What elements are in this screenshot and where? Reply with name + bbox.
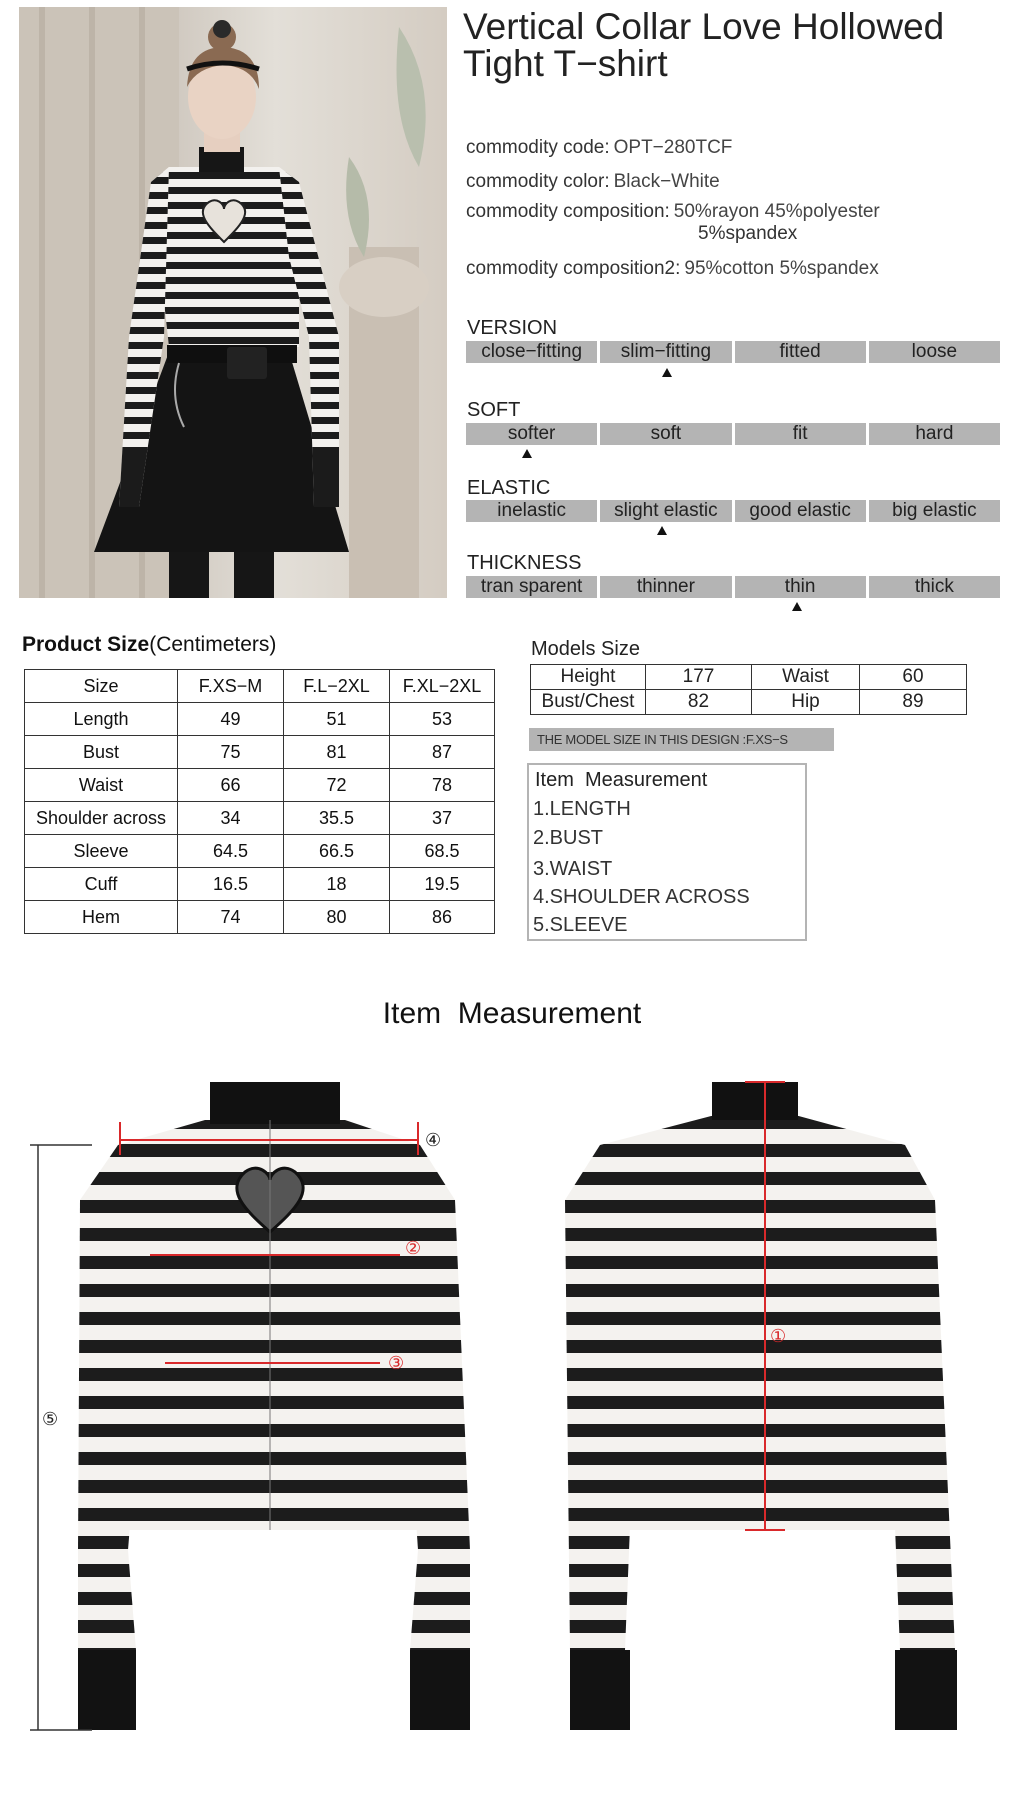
table-cell: 74 (178, 901, 284, 934)
table-cell: Height (531, 665, 646, 690)
table-cell: 51 (284, 703, 390, 736)
table-cell: 37 (390, 802, 495, 835)
commodity-composition2 (466, 258, 879, 280)
commodity-composition2-value: 95%cotton 5%spandex (684, 258, 879, 279)
elastic-marker-icon (657, 526, 667, 535)
model-size-note: THE MODEL SIZE IN THIS DESIGN :F.XS−S (529, 728, 834, 751)
list-item: 5.SLEEVE (533, 914, 628, 936)
table-cell: 177 (646, 665, 752, 690)
commodity-composition-value: 50%rayon 45%polyester (673, 201, 880, 222)
table-cell: 19.5 (390, 868, 495, 901)
commodity-composition2-label: commodity composition2: (466, 258, 681, 279)
thickness-option: thick (869, 576, 1000, 598)
commodity-code-label: commodity code: (466, 137, 610, 158)
soft-option: soft (600, 423, 731, 445)
table-header-cell: F.XL−2XL (390, 670, 495, 703)
version-option: loose (869, 341, 1000, 363)
version-marker-icon (662, 368, 672, 377)
table-cell: 53 (390, 703, 495, 736)
thickness-option: thinner (600, 576, 731, 598)
table-cell: 68.5 (390, 835, 495, 868)
table-cell: 86 (390, 901, 495, 934)
table-header-cell: Size (25, 670, 178, 703)
table-cell: Cuff (25, 868, 178, 901)
table-row (25, 703, 495, 736)
product-size-unit: (Centimeters) (149, 633, 277, 656)
table-row (25, 835, 495, 868)
elastic-option: big elastic (869, 500, 1000, 522)
marker-4-icon: ④ (425, 1130, 442, 1151)
product-size-title-bold: Product Size (22, 633, 150, 656)
table-cell: 66.5 (284, 835, 390, 868)
list-item: 4.SHOULDER ACROSS (533, 886, 750, 908)
table-row (25, 868, 495, 901)
table-cell: 60 (860, 665, 967, 690)
version-option: close−fitting (466, 341, 597, 363)
diagram-title: Item Measurement (382, 997, 642, 1030)
elastic-option: inelastic (466, 500, 597, 522)
table-row (25, 769, 495, 802)
soft-option: hard (869, 423, 1000, 445)
version-heading: VERSION (467, 317, 558, 339)
marker-2-icon: ② (405, 1238, 422, 1259)
table-cell: 75 (178, 736, 284, 769)
table-row (531, 690, 967, 715)
table-header-cell: F.L−2XL (284, 670, 390, 703)
table-cell: 64.5 (178, 835, 284, 868)
table-cell: Bust/Chest (531, 690, 646, 715)
table-cell: 80 (284, 901, 390, 934)
item-measurement-box (527, 763, 807, 941)
table-cell: 82 (646, 690, 752, 715)
table-row (531, 665, 967, 690)
commodity-code-value: OPT−280TCF (613, 137, 733, 158)
models-size-title: Models Size (531, 638, 640, 660)
list-item: 2.BUST (533, 827, 604, 849)
thickness-option: thin (735, 576, 866, 598)
commodity-composition (466, 201, 880, 245)
table-cell: 78 (390, 769, 495, 802)
elastic-option: good elastic (735, 500, 866, 522)
soft-option: fit (735, 423, 866, 445)
table-cell: 89 (860, 690, 967, 715)
elastic-option: slight elastic (600, 500, 731, 522)
soft-heading: SOFT (467, 399, 521, 421)
elastic-scale (466, 500, 1000, 522)
table-row (25, 736, 495, 769)
version-option: slim−fitting (600, 341, 731, 363)
table-row (25, 901, 495, 934)
table-header-row (25, 670, 495, 703)
table-cell: 35.5 (284, 802, 390, 835)
commodity-composition-value-2: 5%spandex (698, 223, 798, 244)
commodity-color-value: Black−White (613, 171, 720, 192)
measurement-diagram (0, 1060, 1024, 1760)
thickness-marker-icon (792, 602, 802, 611)
item-measurement-title: Item Measurement (535, 769, 708, 791)
table-cell: Length (25, 703, 178, 736)
thickness-scale (466, 576, 1000, 598)
list-item: 3.WAIST (533, 858, 613, 880)
commodity-color-label: commodity color: (466, 171, 610, 192)
product-size-table (24, 669, 495, 934)
table-cell: 16.5 (178, 868, 284, 901)
table-cell: Waist (752, 665, 860, 690)
table-cell: 87 (390, 736, 495, 769)
commodity-color (466, 171, 720, 193)
table-cell: Bust (25, 736, 178, 769)
table-row (25, 802, 495, 835)
models-size-table (530, 664, 967, 715)
table-cell: 18 (284, 868, 390, 901)
table-cell: Hip (752, 690, 860, 715)
product-title: Vertical Collar Love Hollowed Tight T−shirt (463, 6, 945, 84)
table-header-cell: F.XS−M (178, 670, 284, 703)
marker-5-icon: ⑤ (42, 1409, 59, 1430)
version-scale (466, 341, 1000, 363)
soft-scale (466, 423, 1000, 445)
commodity-code (466, 137, 732, 159)
back-garment (565, 1082, 957, 1730)
soft-marker-icon (522, 449, 532, 458)
thickness-option: tran sparent (466, 576, 597, 598)
model-photo (19, 7, 447, 598)
table-cell: 66 (178, 769, 284, 802)
table-cell: Shoulder across (25, 802, 178, 835)
table-cell: 72 (284, 769, 390, 802)
soft-option: softer (466, 423, 597, 445)
thickness-heading: THICKNESS (467, 552, 582, 574)
commodity-composition-label: commodity composition: (466, 201, 670, 222)
version-option: fitted (735, 341, 866, 363)
table-cell: Hem (25, 901, 178, 934)
table-cell: Sleeve (25, 835, 178, 868)
table-cell: 34 (178, 802, 284, 835)
marker-3-icon: ③ (388, 1353, 405, 1374)
product-size-title (22, 633, 276, 657)
elastic-heading: ELASTIC (467, 477, 551, 499)
list-item: 1.LENGTH (533, 798, 631, 820)
marker-1-icon: ① (770, 1326, 787, 1347)
front-garment (78, 1082, 470, 1730)
table-cell: Waist (25, 769, 178, 802)
table-cell: 49 (178, 703, 284, 736)
table-cell: 81 (284, 736, 390, 769)
